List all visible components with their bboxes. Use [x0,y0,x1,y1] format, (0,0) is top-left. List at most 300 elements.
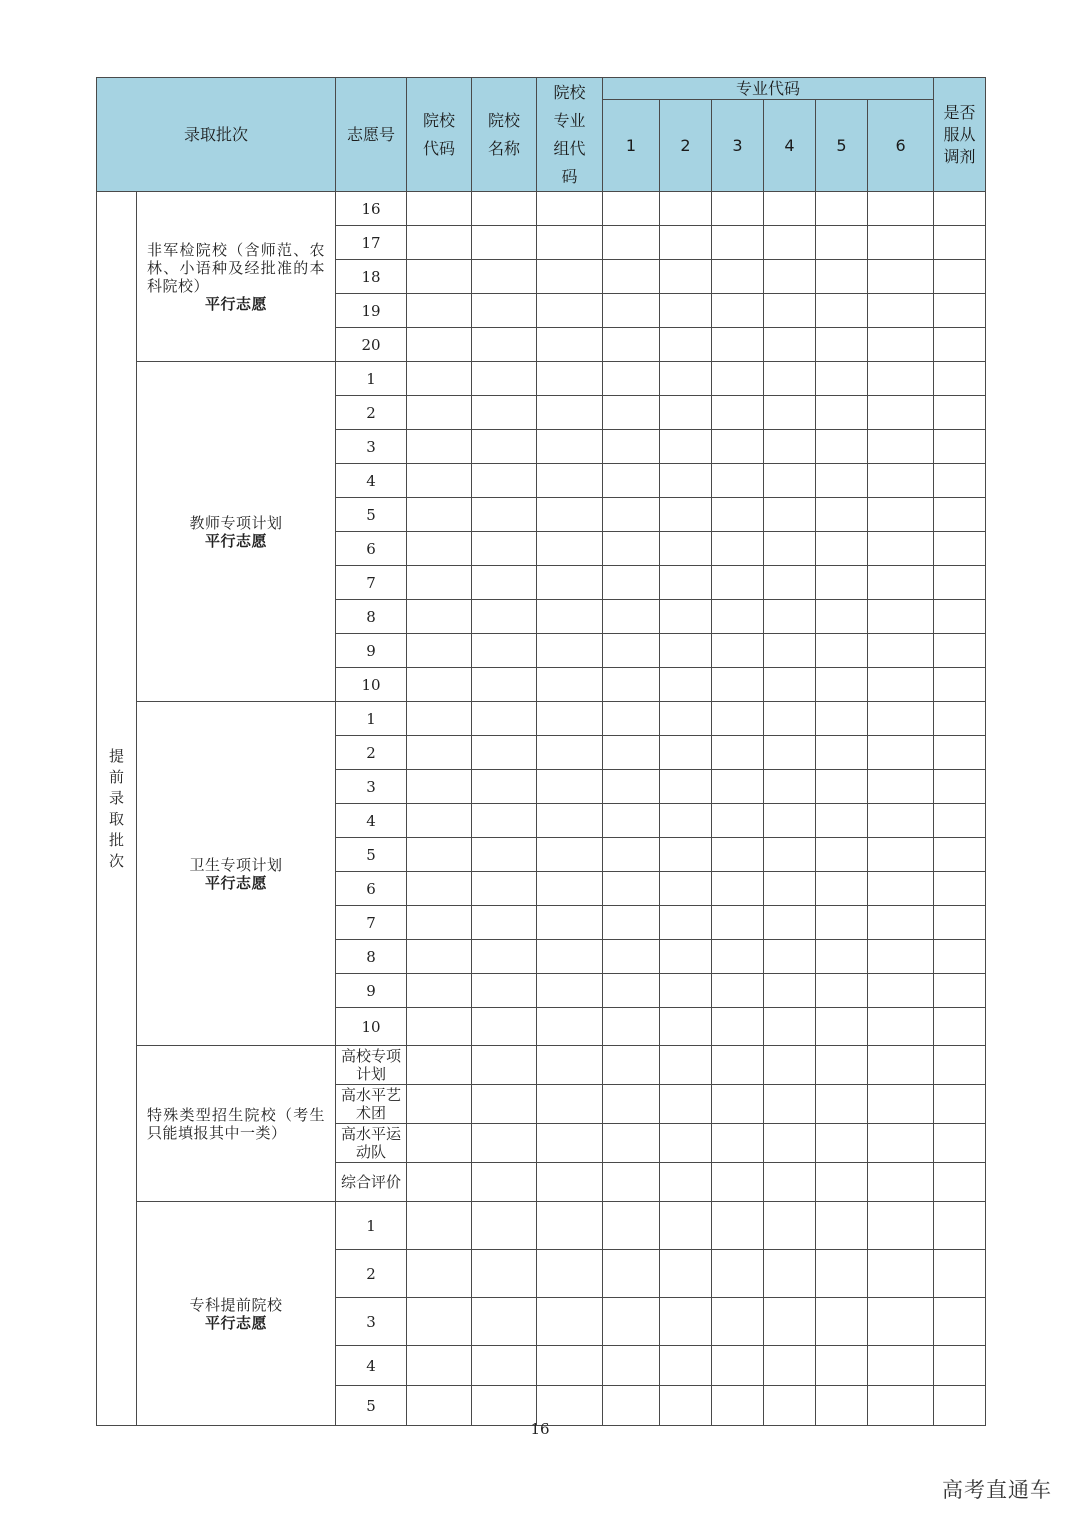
blank-cell[interactable] [816,294,868,328]
blank-cell[interactable] [712,838,764,872]
blank-cell[interactable] [537,260,603,294]
blank-cell[interactable] [816,770,868,804]
blank-cell[interactable] [660,736,712,770]
blank-cell[interactable] [660,1346,712,1386]
blank-cell[interactable] [407,1346,472,1386]
blank-cell[interactable] [934,770,986,804]
blank-cell[interactable] [603,1250,660,1298]
blank-cell[interactable] [537,1085,603,1124]
blank-cell[interactable] [764,770,816,804]
blank-cell[interactable] [603,940,660,974]
blank-cell[interactable] [868,702,934,736]
blank-cell[interactable] [816,634,868,668]
blank-cell[interactable] [603,396,660,430]
blank-cell[interactable] [816,1046,868,1085]
blank-cell[interactable] [934,260,986,294]
blank-cell[interactable] [660,1163,712,1202]
blank-cell[interactable] [407,1008,472,1046]
blank-cell[interactable] [537,1124,603,1163]
blank-cell[interactable] [472,1124,537,1163]
blank-cell[interactable] [764,736,816,770]
blank-cell[interactable] [603,1008,660,1046]
blank-cell[interactable] [712,940,764,974]
blank-cell[interactable] [472,1298,537,1346]
blank-cell[interactable] [472,668,537,702]
blank-cell[interactable] [660,294,712,328]
blank-cell[interactable] [764,1124,816,1163]
blank-cell[interactable] [603,260,660,294]
blank-cell[interactable] [934,328,986,362]
blank-cell[interactable] [934,464,986,498]
blank-cell[interactable] [407,1046,472,1085]
blank-cell[interactable] [712,906,764,940]
blank-cell[interactable] [934,1346,986,1386]
blank-cell[interactable] [660,702,712,736]
blank-cell[interactable] [407,362,472,396]
blank-cell[interactable] [603,634,660,668]
blank-cell[interactable] [868,600,934,634]
blank-cell[interactable] [472,906,537,940]
blank-cell[interactable] [472,940,537,974]
blank-cell[interactable] [660,1046,712,1085]
blank-cell[interactable] [660,566,712,600]
blank-cell[interactable] [537,736,603,770]
blank-cell[interactable] [816,226,868,260]
blank-cell[interactable] [603,498,660,532]
blank-cell[interactable] [868,192,934,226]
blank-cell[interactable] [712,1008,764,1046]
blank-cell[interactable] [934,702,986,736]
blank-cell[interactable] [407,702,472,736]
blank-cell[interactable] [603,1046,660,1085]
blank-cell[interactable] [537,498,603,532]
blank-cell[interactable] [472,600,537,634]
blank-cell[interactable] [868,1085,934,1124]
blank-cell[interactable] [537,940,603,974]
blank-cell[interactable] [603,600,660,634]
blank-cell[interactable] [537,1202,603,1250]
blank-cell[interactable] [472,974,537,1008]
blank-cell[interactable] [660,532,712,566]
blank-cell[interactable] [764,634,816,668]
blank-cell[interactable] [816,804,868,838]
blank-cell[interactable] [407,1250,472,1298]
blank-cell[interactable] [712,804,764,838]
blank-cell[interactable] [603,702,660,736]
blank-cell[interactable] [537,1298,603,1346]
blank-cell[interactable] [934,872,986,906]
blank-cell[interactable] [764,464,816,498]
blank-cell[interactable] [712,260,764,294]
blank-cell[interactable] [868,328,934,362]
blank-cell[interactable] [868,974,934,1008]
blank-cell[interactable] [934,1046,986,1085]
blank-cell[interactable] [712,974,764,1008]
blank-cell[interactable] [537,872,603,906]
blank-cell[interactable] [764,600,816,634]
blank-cell[interactable] [660,260,712,294]
blank-cell[interactable] [603,294,660,328]
blank-cell[interactable] [660,1085,712,1124]
blank-cell[interactable] [472,1008,537,1046]
blank-cell[interactable] [603,464,660,498]
blank-cell[interactable] [712,192,764,226]
blank-cell[interactable] [764,906,816,940]
blank-cell[interactable] [407,328,472,362]
blank-cell[interactable] [660,1008,712,1046]
blank-cell[interactable] [407,1085,472,1124]
blank-cell[interactable] [816,396,868,430]
blank-cell[interactable] [712,566,764,600]
blank-cell[interactable] [407,1163,472,1202]
blank-cell[interactable] [868,736,934,770]
blank-cell[interactable] [764,974,816,1008]
blank-cell[interactable] [603,1163,660,1202]
blank-cell[interactable] [934,1085,986,1124]
blank-cell[interactable] [712,668,764,702]
blank-cell[interactable] [712,600,764,634]
blank-cell[interactable] [537,702,603,736]
blank-cell[interactable] [868,532,934,566]
blank-cell[interactable] [816,1163,868,1202]
blank-cell[interactable] [537,1163,603,1202]
blank-cell[interactable] [764,1008,816,1046]
blank-cell[interactable] [868,260,934,294]
blank-cell[interactable] [764,838,816,872]
blank-cell[interactable] [868,1046,934,1085]
blank-cell[interactable] [764,804,816,838]
blank-cell[interactable] [868,1298,934,1346]
blank-cell[interactable] [407,260,472,294]
blank-cell[interactable] [472,396,537,430]
blank-cell[interactable] [537,430,603,464]
blank-cell[interactable] [934,566,986,600]
blank-cell[interactable] [472,804,537,838]
blank-cell[interactable] [603,226,660,260]
blank-cell[interactable] [537,600,603,634]
blank-cell[interactable] [868,430,934,464]
blank-cell[interactable] [868,634,934,668]
blank-cell[interactable] [660,226,712,260]
blank-cell[interactable] [712,1085,764,1124]
blank-cell[interactable] [660,192,712,226]
blank-cell[interactable] [472,532,537,566]
blank-cell[interactable] [537,1008,603,1046]
blank-cell[interactable] [816,260,868,294]
blank-cell[interactable] [472,294,537,328]
blank-cell[interactable] [603,1298,660,1346]
blank-cell[interactable] [603,804,660,838]
blank-cell[interactable] [712,328,764,362]
blank-cell[interactable] [712,634,764,668]
blank-cell[interactable] [537,770,603,804]
blank-cell[interactable] [816,498,868,532]
blank-cell[interactable] [472,566,537,600]
blank-cell[interactable] [472,498,537,532]
blank-cell[interactable] [603,430,660,464]
blank-cell[interactable] [764,1346,816,1386]
blank-cell[interactable] [660,804,712,838]
blank-cell[interactable] [537,566,603,600]
blank-cell[interactable] [712,736,764,770]
blank-cell[interactable] [537,294,603,328]
blank-cell[interactable] [537,838,603,872]
blank-cell[interactable] [472,1346,537,1386]
blank-cell[interactable] [934,974,986,1008]
blank-cell[interactable] [660,770,712,804]
blank-cell[interactable] [816,702,868,736]
blank-cell[interactable] [537,906,603,940]
blank-cell[interactable] [934,430,986,464]
blank-cell[interactable] [764,1163,816,1202]
blank-cell[interactable] [660,362,712,396]
blank-cell[interactable] [537,396,603,430]
blank-cell[interactable] [472,838,537,872]
blank-cell[interactable] [712,770,764,804]
blank-cell[interactable] [868,1202,934,1250]
blank-cell[interactable] [660,328,712,362]
blank-cell[interactable] [868,362,934,396]
blank-cell[interactable] [712,1346,764,1386]
blank-cell[interactable] [868,226,934,260]
blank-cell[interactable] [407,226,472,260]
blank-cell[interactable] [472,260,537,294]
blank-cell[interactable] [868,566,934,600]
blank-cell[interactable] [764,294,816,328]
blank-cell[interactable] [764,668,816,702]
blank-cell[interactable] [537,634,603,668]
blank-cell[interactable] [816,668,868,702]
blank-cell[interactable] [660,668,712,702]
blank-cell[interactable] [712,498,764,532]
blank-cell[interactable] [407,736,472,770]
blank-cell[interactable] [934,1008,986,1046]
blank-cell[interactable] [407,294,472,328]
blank-cell[interactable] [537,1346,603,1386]
blank-cell[interactable] [764,430,816,464]
blank-cell[interactable] [603,566,660,600]
blank-cell[interactable] [868,498,934,532]
blank-cell[interactable] [764,498,816,532]
blank-cell[interactable] [472,464,537,498]
blank-cell[interactable] [407,396,472,430]
blank-cell[interactable] [712,226,764,260]
blank-cell[interactable] [472,634,537,668]
blank-cell[interactable] [407,668,472,702]
blank-cell[interactable] [407,1124,472,1163]
blank-cell[interactable] [472,1046,537,1085]
blank-cell[interactable] [660,872,712,906]
blank-cell[interactable] [934,906,986,940]
blank-cell[interactable] [407,804,472,838]
blank-cell[interactable] [816,1124,868,1163]
blank-cell[interactable] [603,736,660,770]
blank-cell[interactable] [660,498,712,532]
blank-cell[interactable] [712,430,764,464]
blank-cell[interactable] [472,1085,537,1124]
blank-cell[interactable] [407,634,472,668]
blank-cell[interactable] [764,1202,816,1250]
blank-cell[interactable] [934,1163,986,1202]
blank-cell[interactable] [816,532,868,566]
blank-cell[interactable] [816,600,868,634]
blank-cell[interactable] [603,838,660,872]
blank-cell[interactable] [712,294,764,328]
blank-cell[interactable] [712,1124,764,1163]
blank-cell[interactable] [603,1202,660,1250]
blank-cell[interactable] [712,1046,764,1085]
blank-cell[interactable] [934,1202,986,1250]
blank-cell[interactable] [472,736,537,770]
blank-cell[interactable] [712,362,764,396]
blank-cell[interactable] [816,872,868,906]
blank-cell[interactable] [407,532,472,566]
blank-cell[interactable] [816,464,868,498]
blank-cell[interactable] [816,1008,868,1046]
blank-cell[interactable] [934,226,986,260]
blank-cell[interactable] [816,1250,868,1298]
blank-cell[interactable] [660,838,712,872]
blank-cell[interactable] [868,838,934,872]
blank-cell[interactable] [537,192,603,226]
blank-cell[interactable] [603,192,660,226]
blank-cell[interactable] [407,1202,472,1250]
blank-cell[interactable] [472,872,537,906]
blank-cell[interactable] [764,260,816,294]
blank-cell[interactable] [934,600,986,634]
blank-cell[interactable] [868,804,934,838]
blank-cell[interactable] [764,1085,816,1124]
blank-cell[interactable] [868,294,934,328]
blank-cell[interactable] [660,1124,712,1163]
blank-cell[interactable] [472,702,537,736]
blank-cell[interactable] [407,906,472,940]
blank-cell[interactable] [537,974,603,1008]
blank-cell[interactable] [816,430,868,464]
blank-cell[interactable] [816,1085,868,1124]
blank-cell[interactable] [660,634,712,668]
blank-cell[interactable] [407,974,472,1008]
blank-cell[interactable] [816,974,868,1008]
blank-cell[interactable] [868,1346,934,1386]
blank-cell[interactable] [660,906,712,940]
blank-cell[interactable] [816,906,868,940]
blank-cell[interactable] [764,362,816,396]
blank-cell[interactable] [603,362,660,396]
blank-cell[interactable] [934,736,986,770]
blank-cell[interactable] [537,226,603,260]
blank-cell[interactable] [407,430,472,464]
blank-cell[interactable] [934,940,986,974]
blank-cell[interactable] [660,600,712,634]
blank-cell[interactable] [934,804,986,838]
blank-cell[interactable] [603,974,660,1008]
blank-cell[interactable] [603,1085,660,1124]
blank-cell[interactable] [712,532,764,566]
blank-cell[interactable] [816,736,868,770]
blank-cell[interactable] [934,532,986,566]
blank-cell[interactable] [934,396,986,430]
blank-cell[interactable] [764,226,816,260]
blank-cell[interactable] [472,1202,537,1250]
blank-cell[interactable] [934,634,986,668]
blank-cell[interactable] [660,430,712,464]
blank-cell[interactable] [764,1046,816,1085]
blank-cell[interactable] [407,600,472,634]
blank-cell[interactable] [816,838,868,872]
blank-cell[interactable] [764,1250,816,1298]
blank-cell[interactable] [660,1298,712,1346]
blank-cell[interactable] [407,498,472,532]
blank-cell[interactable] [603,770,660,804]
blank-cell[interactable] [660,974,712,1008]
blank-cell[interactable] [660,464,712,498]
blank-cell[interactable] [407,1298,472,1346]
blank-cell[interactable] [603,872,660,906]
blank-cell[interactable] [603,1346,660,1386]
blank-cell[interactable] [712,1298,764,1346]
blank-cell[interactable] [868,770,934,804]
blank-cell[interactable] [764,872,816,906]
blank-cell[interactable] [472,226,537,260]
blank-cell[interactable] [537,668,603,702]
blank-cell[interactable] [603,906,660,940]
blank-cell[interactable] [712,1202,764,1250]
blank-cell[interactable] [407,872,472,906]
blank-cell[interactable] [712,464,764,498]
blank-cell[interactable] [407,464,472,498]
blank-cell[interactable] [868,464,934,498]
blank-cell[interactable] [764,532,816,566]
blank-cell[interactable] [868,1008,934,1046]
blank-cell[interactable] [712,872,764,906]
blank-cell[interactable] [868,906,934,940]
blank-cell[interactable] [934,498,986,532]
blank-cell[interactable] [472,1163,537,1202]
blank-cell[interactable] [537,1250,603,1298]
blank-cell[interactable] [407,770,472,804]
blank-cell[interactable] [934,294,986,328]
blank-cell[interactable] [764,566,816,600]
blank-cell[interactable] [660,396,712,430]
blank-cell[interactable] [660,940,712,974]
blank-cell[interactable] [712,1163,764,1202]
blank-cell[interactable] [868,396,934,430]
blank-cell[interactable] [603,1124,660,1163]
blank-cell[interactable] [660,1202,712,1250]
blank-cell[interactable] [764,702,816,736]
blank-cell[interactable] [816,1202,868,1250]
blank-cell[interactable] [868,940,934,974]
blank-cell[interactable] [764,940,816,974]
blank-cell[interactable] [712,396,764,430]
blank-cell[interactable] [816,328,868,362]
blank-cell[interactable] [472,328,537,362]
blank-cell[interactable] [934,362,986,396]
blank-cell[interactable] [537,362,603,396]
blank-cell[interactable] [603,668,660,702]
blank-cell[interactable] [712,1250,764,1298]
blank-cell[interactable] [537,464,603,498]
blank-cell[interactable] [934,838,986,872]
blank-cell[interactable] [868,668,934,702]
blank-cell[interactable] [407,838,472,872]
blank-cell[interactable] [816,1298,868,1346]
blank-cell[interactable] [816,192,868,226]
blank-cell[interactable] [764,192,816,226]
blank-cell[interactable] [816,566,868,600]
blank-cell[interactable] [407,940,472,974]
